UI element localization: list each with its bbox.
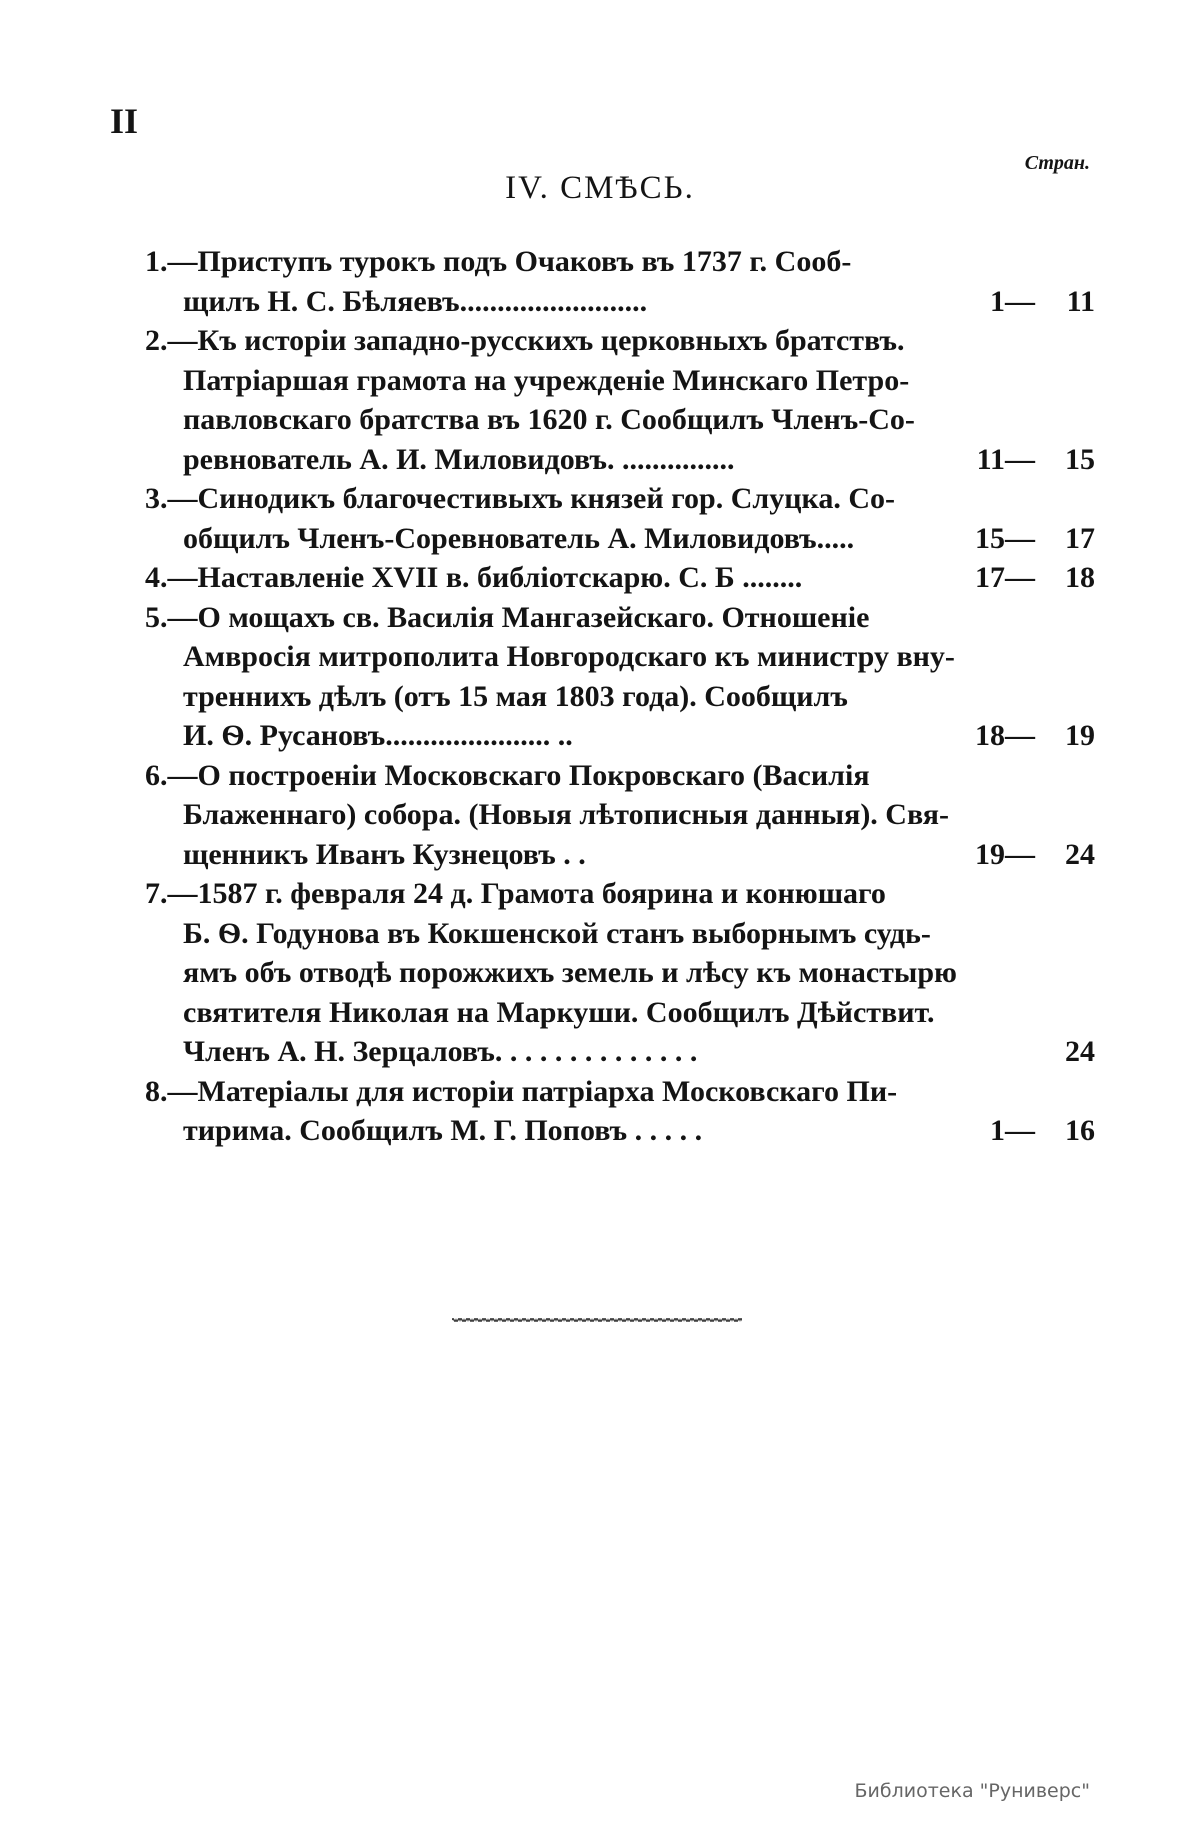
toc-entry-line: Амвросія митрополита Новгородскаго къ министру вну- (183, 640, 955, 673)
toc-entry-text (145, 321, 945, 479)
toc-entry-pages (945, 716, 1105, 756)
toc-entry-pages (945, 1111, 1105, 1151)
toc-entry-text (145, 598, 955, 756)
toc-entry-pages (945, 282, 1105, 322)
toc-entry-line: Патріаршая грамота на учрежденіе Минскаго Петро- (183, 363, 910, 397)
toc-entry-line: павловскаго братства въ 1620 г. Сообщилъ Членъ-Со- (183, 403, 915, 436)
page-number: II (110, 101, 139, 141)
page-range-dash: — (1005, 442, 1035, 476)
toc-entry-line: 1.—Приступъ турокъ подъ Очаковъ въ 1737 г. Сооб- (145, 245, 852, 278)
toc-entry-line: ямъ объ отводѣ порожжихъ земель и лѣсу къ монастырю (183, 956, 957, 989)
table-of-contents (145, 242, 1105, 1151)
toc-entry-pages (945, 835, 1105, 875)
pages-column-label: Стран. (1024, 152, 1090, 174)
toc-entry-line: ревнователь А. И. Миловидовъ. ............... (183, 442, 735, 476)
page-single: 24 (1065, 1035, 1095, 1068)
toc-entry-text (145, 874, 957, 1072)
page-from: 11 (976, 442, 1005, 476)
page-to: 11 (1066, 284, 1095, 318)
page-from: 1 (990, 1114, 1005, 1147)
toc-entry (145, 242, 1105, 321)
toc-entry-pages (945, 558, 1105, 598)
toc-entry-line: общилъ Членъ-Соревнователь А. Миловидовъ..... (183, 521, 855, 555)
toc-entry-text (145, 1072, 945, 1151)
toc-entry-line: Членъ А. Н. Зерцаловъ. . . . . . . . . . . . . . (183, 1035, 698, 1068)
toc-entry-line: Блаженнаго) собора. (Новыя лѣтописныя данныя). Свя- (183, 798, 949, 831)
toc-entry-line: святителя Николая на Маркуши. Сообщилъ Дѣйствит. (183, 995, 935, 1029)
toc-entry-line: 6.—О построеніи Московскаго Покровскаго (Василія (145, 758, 870, 792)
toc-entry-text (145, 479, 945, 558)
page-range-dash: — (1005, 1114, 1035, 1147)
toc-entry-text (145, 756, 949, 875)
toc-entry-pages (945, 519, 1105, 559)
section-title: IV. СМѢСЬ. (505, 170, 695, 206)
toc-entry-line: Б. Ѳ. Годунова въ Кокшенской станъ выборнымъ судь- (183, 916, 931, 950)
toc-entry (145, 558, 1105, 598)
page-to: 17 (1065, 521, 1095, 555)
toc-entry-text (145, 558, 945, 598)
toc-entry-text (145, 242, 945, 321)
toc-entry-pages (945, 1032, 1105, 1072)
toc-entry-line: И. Ѳ. Русановъ...................... .. (183, 719, 573, 752)
page-range-dash: — (1005, 719, 1035, 752)
page-range-dash: — (1005, 521, 1035, 555)
toc-entry-line: 4.—Наставленіе XVII в. библіотскарю. С. Б ........ (145, 561, 803, 594)
page-range-dash: — (1005, 284, 1035, 318)
page-to: 24 (1065, 837, 1095, 871)
page-to: 18 (1065, 561, 1095, 594)
toc-entry (145, 598, 1105, 756)
toc-entry (145, 874, 1105, 1072)
toc-entry (145, 756, 1105, 875)
toc-entry-line: 3.—Синодикъ благочестивыхъ князей гор. Слуцка. Со- (145, 482, 895, 515)
page-from: 1 (990, 284, 1005, 318)
toc-entry-line: 5.—О мощахъ св. Василія Мангазейскаго. Отношеніе (145, 600, 870, 634)
page-from: 19 (975, 837, 1005, 871)
toc-entry (145, 479, 1105, 558)
toc-entry-line: 8.—Матеріалы для исторіи патріарха Московскаго Пи- (145, 1074, 898, 1108)
toc-entry-line: 7.—1587 г. февраля 24 д. Грамота боярина и конюшаго (145, 877, 886, 910)
toc-entry-line: щенникъ Иванъ Кузнецовъ . . (183, 837, 586, 871)
toc-entry (145, 321, 1105, 479)
page-to: 16 (1065, 1114, 1095, 1147)
toc-entry-pages (945, 440, 1105, 480)
library-footer: Библиотека "Руниверс" (854, 1780, 1090, 1802)
page-from: 15 (975, 521, 1005, 555)
page-to: 15 (1065, 442, 1095, 476)
page-to: 19 (1065, 719, 1095, 752)
toc-entry-line: треннихъ дѣлъ (отъ 15 мая 1803 года). Сообщилъ (183, 679, 848, 713)
toc-entry-line: тирима. Сообщилъ М. Г. Поповъ . . . . . (183, 1114, 703, 1147)
page-from: 17 (975, 561, 1005, 594)
toc-entry-line: щилъ Н. С. Бѣляевъ......................... (183, 284, 648, 318)
page-range-dash: — (1005, 561, 1035, 594)
toc-entry-line: 2.—Къ исторіи западно-русскихъ церковныхъ братствъ. (145, 324, 905, 357)
decorative-wavy-rule (452, 1317, 742, 1323)
toc-entry (145, 1072, 1105, 1151)
page-range-dash: — (1005, 837, 1035, 871)
page-from: 18 (975, 719, 1005, 752)
